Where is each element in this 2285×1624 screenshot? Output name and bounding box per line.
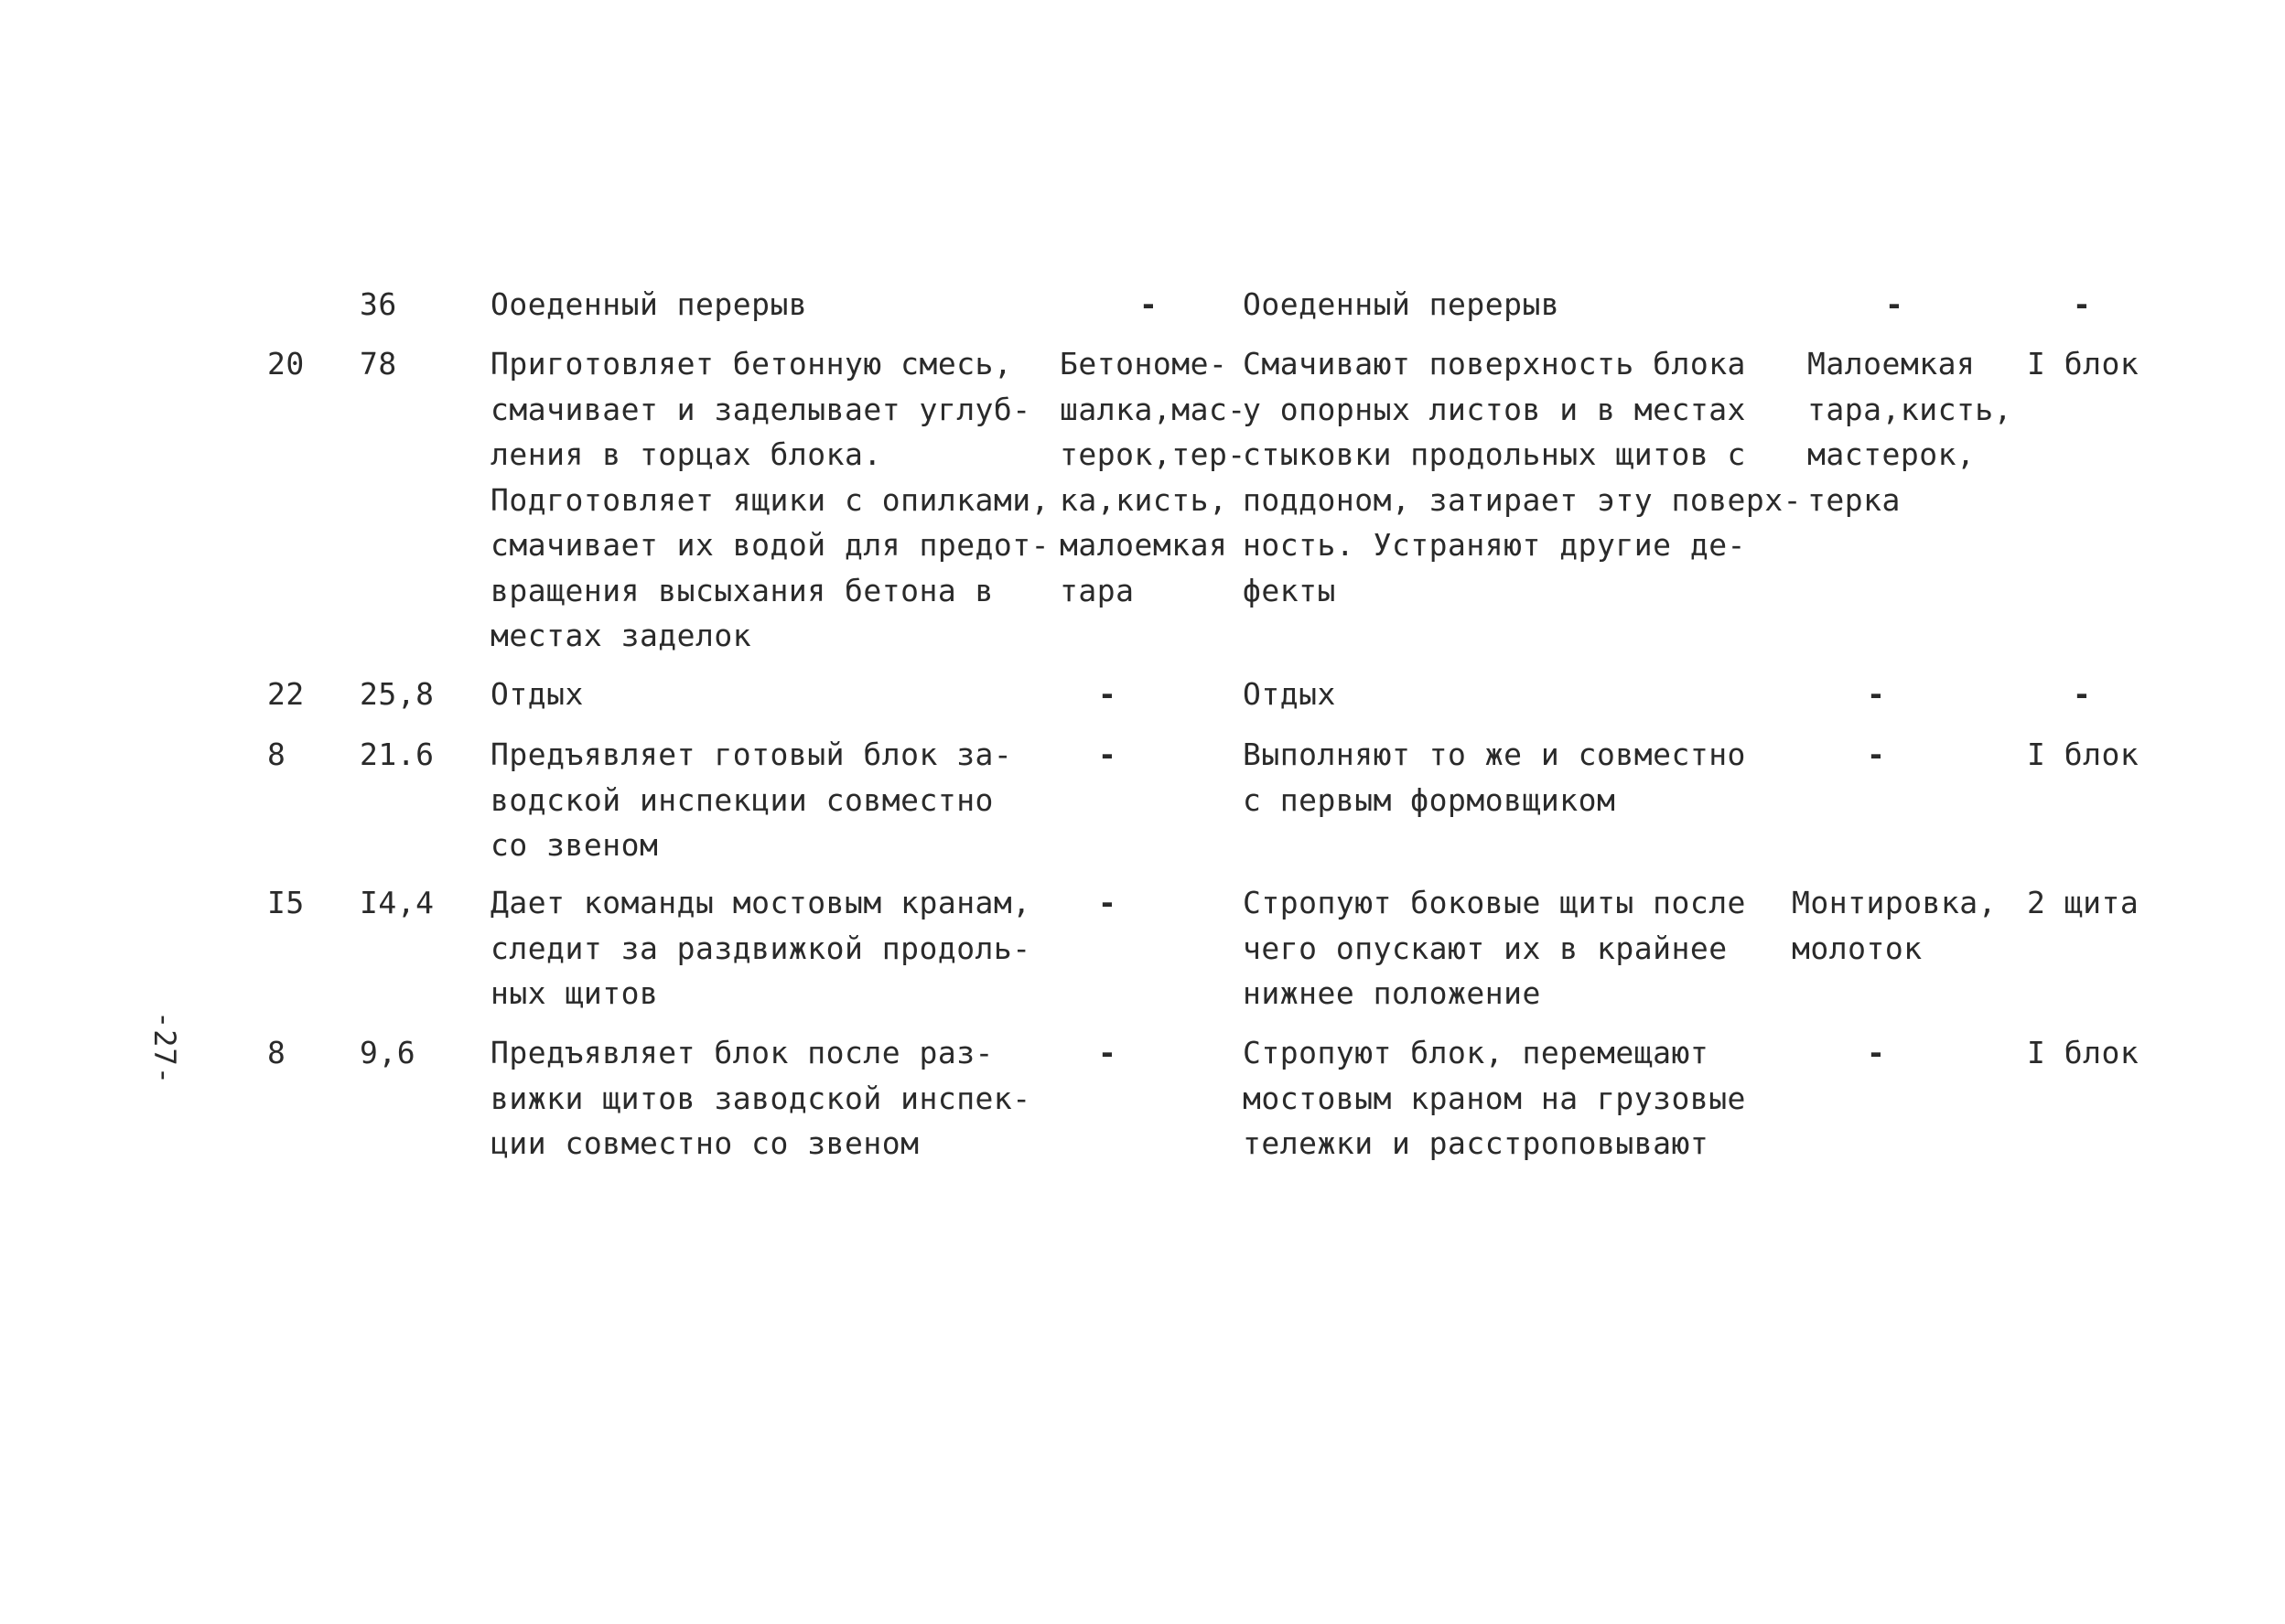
operation-description: Приготовляет бетонную смесь, смачивает и заделывает углуб- ления в торцах блока. Подготовляет ящики с опилками, смачивает их водой для предот- вращения высыхания бетона в местах заделок — [490, 346, 1051, 653]
second-worker-description: Отдых — [1243, 676, 1336, 712]
tools: - — [1098, 737, 1117, 772]
second-worker-tools: Монтировка, молоток — [1792, 885, 1998, 966]
duration: 9,6 — [360, 1035, 416, 1070]
quantity: - — [2073, 676, 2092, 712]
quantity: I блок — [2027, 1035, 2139, 1070]
page-number: -27- — [147, 1011, 182, 1086]
duration: I4,4 — [360, 885, 435, 920]
tools: - — [1139, 286, 1159, 322]
worker-count: 8 — [267, 1035, 286, 1070]
operation-description: Дает команды мостовым кранам, следит за раздвижкой продоль- ных щитов — [490, 885, 1031, 1011]
worker-count: 22 — [267, 676, 305, 712]
operation-description: Ооеденный перерыв — [490, 286, 808, 322]
second-worker-description: Стропуют боковые щиты после чего опускают их в крайнее нижнее положение — [1243, 885, 1746, 1011]
duration: 78 — [360, 346, 397, 382]
worker-count: 20 — [267, 346, 305, 382]
quantity: I блок — [2027, 346, 2139, 382]
operation-description: Отдых — [490, 676, 584, 712]
second-worker-description: Смачивают поверхность блока у опорных листов и в местах стыковки продольных щитов с поддоном, затирает эту поверх- ность. Устраняют другие де- фекты — [1243, 346, 1803, 608]
quantity: - — [2073, 286, 2092, 322]
tools: - — [1098, 676, 1117, 712]
duration: 21.6 — [360, 737, 435, 772]
second-worker-tools: - — [1885, 286, 1904, 322]
second-worker-description: Выполняют то же и совместно с первым формовщиком — [1243, 737, 1746, 818]
tools: - — [1098, 1035, 1117, 1070]
duration: 36 — [360, 286, 397, 322]
second-worker-description: Ооеденный перерыв — [1243, 286, 1560, 322]
second-worker-description: Стропуют блок, перемещают мостовым краном на грузовые тележки и расстроповывают — [1243, 1035, 1746, 1161]
operation-description: Предъявляет блок после раз- вижки щитов заводской инспек- ции совместно со звеном — [490, 1035, 1031, 1161]
tools: - — [1098, 885, 1117, 920]
duration: 25,8 — [360, 676, 435, 712]
worker-count: I5 — [267, 885, 305, 920]
second-worker-tools: Малоемкая тара,кисть, мастерок, терка — [1807, 346, 2013, 518]
second-worker-tools: - — [1867, 1035, 1886, 1070]
second-worker-tools: - — [1867, 737, 1886, 772]
tools: Бетономе- шалка,мас- терок,тер- ка,кисть, малоемкая тара — [1060, 346, 1246, 608]
worker-count: 8 — [267, 737, 286, 772]
quantity: 2 щита — [2027, 885, 2139, 920]
quantity: I блок — [2027, 737, 2139, 772]
operation-description: Предъявляет готовый блок за- водской инспекции совместно со звеном — [490, 737, 1013, 863]
second-worker-tools: - — [1867, 676, 1886, 712]
